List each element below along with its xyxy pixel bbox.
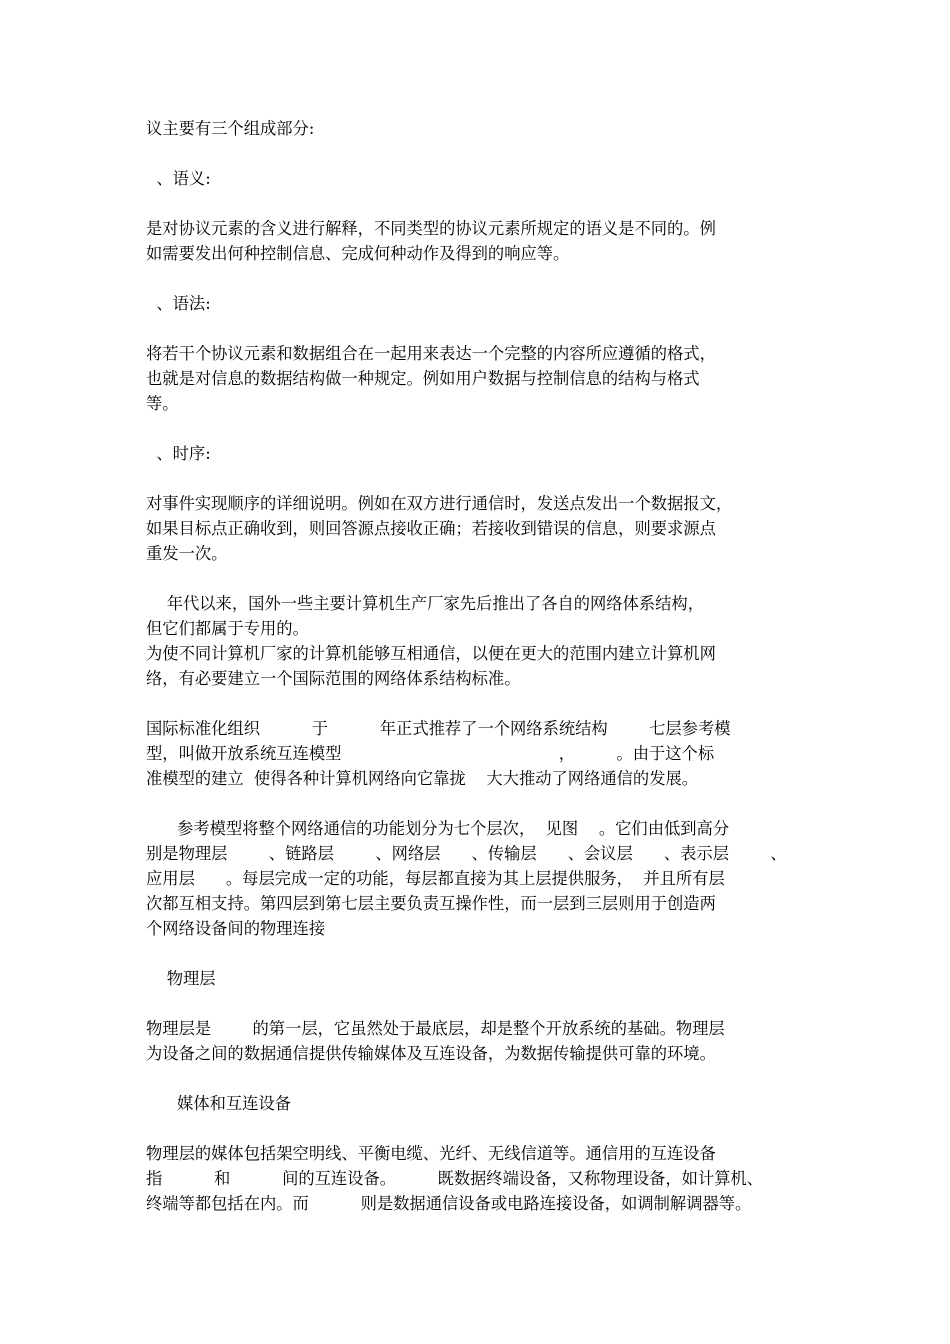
text-line: 年代以来，国外一些主要计算机生产厂家先后推出了各自的网络体系结构， <box>146 594 704 613</box>
section-heading-physical-layer: 物理层 <box>146 969 216 988</box>
text-line: 物理层的媒体包括架空明线、平衡电缆、光纤、无线信道等。通信用的互连设备 <box>146 1144 716 1163</box>
text-line: 为设备之间的数据通信提供传输媒体及互连设备，为数据传输提供可靠的环境。 <box>146 1044 716 1063</box>
text-line: 重发一次。 <box>146 544 228 563</box>
section-heading-syntax: 、语法: <box>146 294 211 313</box>
text-line: 是对协议元素的含义进行解释，不同类型的协议元素所规定的语义是不同的。例 <box>146 219 716 238</box>
text-line: 参考模型将整个网络通信的功能划分为七个层次， 见图 。它们由低到高分 <box>146 819 730 838</box>
text-line: 应用层 。每层完成一定的功能，每层都直接为其上层提供服务， 并且所有层 <box>146 869 725 888</box>
text-line: 准模型的建立 使得各种计算机网络向它靠拢 大大推动了网络通信的发展。 <box>146 769 699 788</box>
text-line: 对事件实现顺序的详细说明。例如在双方进行通信时，发送点发出一个数据报文， <box>146 494 733 513</box>
text-line: 终端等都包括在内。而 则是数据通信设备或电路连接设备，如调制解调器等。 <box>146 1194 752 1213</box>
text-line: 指 和 间的互连设备。 既数据终端设备，又称物理设备，如计算机、 <box>146 1169 764 1188</box>
text-line: 等。 <box>146 394 179 413</box>
text-line: 次都互相支持。第四层到第七层主要负责互操作性，而一层到三层则用于创造两 <box>146 894 716 913</box>
text-line: 将若干个协议元素和数据组合在一起用来表达一个完整的内容所应遵循的格式， <box>146 344 716 363</box>
text-line: 个网络设备间的物理连接 <box>146 919 326 938</box>
section-heading-media-devices: 媒体和互连设备 <box>146 1094 292 1113</box>
section-heading-timing: 、时序: <box>146 444 211 463</box>
text-line: 为使不同计算机厂家的计算机能够互相通信，以便在更大的范围内建立计算机网 <box>146 644 716 663</box>
text-line: 但它们都属于专用的。 <box>146 619 309 638</box>
text-line: 别是物理层 、链路层 、网络层 、传输层 、会议层 、表示层 、 <box>146 844 787 863</box>
section-heading-semantics: 、语义: <box>146 169 211 188</box>
text-line: 议主要有三个组成部分: <box>146 119 315 138</box>
text-line: 国际标准化组织 于 年正式推荐了一个网络系统结构 七层参考模 <box>146 719 731 738</box>
text-line: 物理层是 的第一层，它虽然处于最底层，却是整个开放系统的基础。物理层 <box>146 1019 725 1038</box>
text-line: 如果目标点正确收到，则回答源点接收正确；若接收到错误的信息，则要求源点 <box>146 519 716 538</box>
text-line: 络，有必要建立一个国际范围的网络体系结构标准。 <box>146 669 521 688</box>
text-line: 也就是对信息的数据结构做一种规定。例如用户数据与控制信息的结构与格式 <box>146 369 700 388</box>
text-line: 如需要发出何种控制信息、完成何种动作及得到的响应等。 <box>146 244 570 263</box>
text-line: 型，叫做开放系统互连模型 ， 。由于这个标 <box>146 744 715 763</box>
